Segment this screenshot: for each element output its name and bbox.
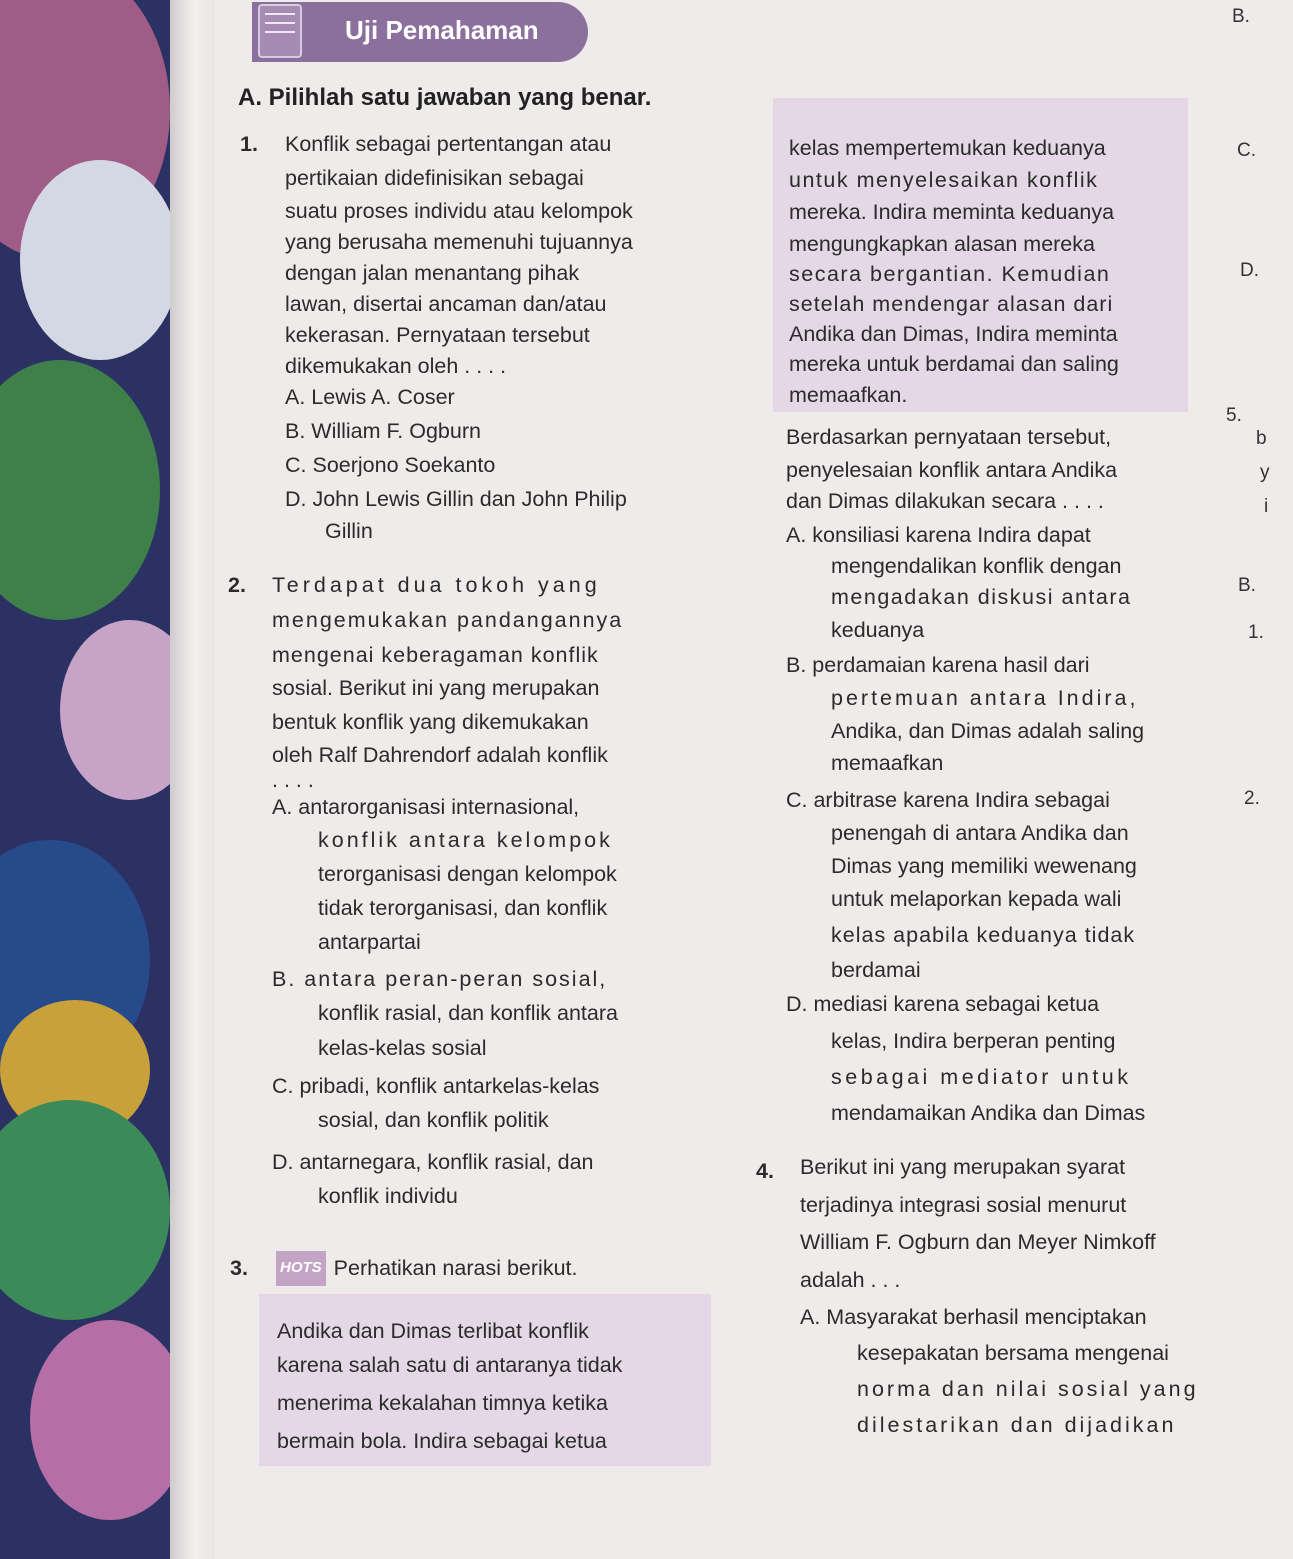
question-number: 1.: [240, 132, 258, 156]
answer-option-cont: mengadakan diskusi antara: [831, 585, 1132, 609]
q3-question: penyelesaian konflik antara Andika: [786, 458, 1118, 482]
answer-option-cont: mendamaikan Andika dan Dimas: [831, 1101, 1146, 1125]
q4-text: William F. Ogburn dan Meyer Nimkoff: [800, 1230, 1156, 1254]
answer-option[interactable]: D. antarnegara, konflik rasial, dan: [272, 1150, 594, 1174]
q2-text: mengemukakan pandangannya: [272, 608, 624, 632]
answer-option[interactable]: C. arbitrase karena Indira sebagai: [786, 788, 1110, 812]
margin-mark: C.: [1237, 140, 1256, 161]
q1-text: yang berusaha memenuhi tujuannya: [285, 230, 633, 254]
q2-text: Terdapat dua tokoh yang: [272, 573, 601, 597]
narasi-text: setelah mendengar alasan dari: [789, 292, 1114, 316]
q2-text: bentuk konflik yang dikemukakan: [272, 710, 589, 734]
answer-option-cont: terorganisasi dengan kelompok: [318, 862, 617, 886]
q1-text: dengan jalan menantang pihak: [285, 261, 580, 285]
margin-mark: y: [1260, 462, 1270, 483]
narasi-text: mereka untuk berdamai dan saling: [789, 352, 1119, 376]
answer-option-cont: berdamai: [831, 958, 921, 982]
hots-badge: HOTS: [276, 1251, 326, 1286]
page-title: Uji Pemahaman: [345, 15, 539, 45]
q3-question: Berdasarkan pernyataan tersebut,: [786, 425, 1112, 449]
narasi-text: bermain bola. Indira sebagai ketua: [277, 1429, 607, 1453]
answer-option[interactable]: A. Masyarakat berhasil menciptakan: [800, 1305, 1147, 1329]
q3-prompt: [276, 1251, 577, 1289]
margin-mark: D.: [1240, 260, 1259, 281]
narasi-text: Andika dan Dimas, Indira meminta: [789, 322, 1118, 346]
answer-option-cont: sebagai mediator untuk: [831, 1065, 1132, 1089]
notebook-icon: [258, 4, 302, 58]
q1-text: lawan, disertai ancaman dan/atau: [285, 292, 607, 316]
q1-text: Konflik sebagai pertentangan atau: [285, 132, 612, 156]
question-number: 3.: [230, 1256, 248, 1280]
q4-text: terjadinya integrasi sosial menurut: [800, 1193, 1127, 1217]
answer-option[interactable]: C. pribadi, konflik antarkelas-kelas: [272, 1074, 600, 1098]
answer-option-cont: norma dan nilai sosial yang: [857, 1377, 1199, 1401]
answer-option-cont: tidak terorganisasi, dan konflik: [318, 896, 608, 920]
answer-option-cont: kelas, Indira berperan penting: [831, 1029, 1116, 1053]
q1-text: kekerasan. Pernyataan tersebut: [285, 323, 590, 347]
answer-option-cont: sosial, dan konflik politik: [318, 1108, 549, 1132]
margin-mark: B.: [1238, 575, 1256, 596]
answer-option[interactable]: B. William F. Ogburn: [285, 419, 481, 443]
answer-option-cont: kesepakatan bersama mengenai: [857, 1341, 1169, 1365]
q2-text: . . . .: [272, 768, 314, 792]
margin-mark: 5.: [1226, 405, 1242, 426]
answer-option-cont: Andika, dan Dimas adalah saling: [831, 719, 1145, 743]
margin-mark: i: [1264, 496, 1269, 517]
margin-mark: 2.: [1244, 788, 1260, 809]
q1-text: dikemukakan oleh . . . .: [285, 354, 507, 378]
q2-text: oleh Ralf Dahrendorf adalah konflik: [272, 743, 608, 767]
answer-option[interactable]: B. perdamaian karena hasil dari: [786, 653, 1090, 677]
answer-option-cont: Dimas yang memiliki wewenang: [831, 854, 1137, 878]
narasi-text: untuk menyelesaikan konflik: [789, 168, 1099, 192]
narasi-text: kelas mempertemukan keduanya: [789, 136, 1106, 160]
narasi-text: mengungkapkan alasan mereka: [789, 232, 1095, 256]
q2-text: mengenai keberagaman konflik: [272, 643, 599, 667]
answer-option-cont: mengendalikan konflik dengan: [831, 554, 1122, 578]
answer-option[interactable]: C. Soerjono Soekanto: [285, 453, 496, 477]
q3-question: dan Dimas dilakukan secara . . . .: [786, 489, 1104, 513]
narasi-text: karena salah satu di antaranya tidak: [277, 1353, 623, 1377]
answer-option-cont: penengah di antara Andika dan: [831, 821, 1129, 845]
q2-text: sosial. Berikut ini yang merupakan: [272, 676, 600, 700]
answer-option-cont: konflik antara kelompok: [318, 828, 613, 852]
answer-option-cont: kelas-kelas sosial: [318, 1036, 487, 1060]
answer-option[interactable]: B. antara peran-peran sosial,: [272, 967, 608, 991]
q3-prompt-text: Perhatikan narasi berikut.: [333, 1256, 578, 1280]
answer-option-cont: kelas apabila keduanya tidak: [831, 923, 1136, 947]
answer-option-cont: antarpartai: [318, 930, 421, 954]
narasi-text: Andika dan Dimas terlibat konflik: [277, 1319, 589, 1343]
answer-option[interactable]: A. antarorganisasi internasional,: [272, 795, 580, 819]
answer-option-cont: konflik individu: [318, 1184, 458, 1208]
answer-option-cont: dilestarikan dan dijadikan: [857, 1413, 1177, 1437]
answer-option[interactable]: D. mediasi karena sebagai ketua: [786, 992, 1100, 1016]
q4-text: adalah . . .: [800, 1268, 901, 1292]
q1-text: pertikaian didefinisikan sebagai: [285, 166, 584, 190]
answer-option-cont: memaafkan: [831, 751, 944, 775]
narasi-text: secara bergantian. Kemudian: [789, 262, 1111, 286]
question-number: 2.: [228, 573, 246, 597]
answer-option[interactable]: D. John Lewis Gillin dan John Philip: [285, 487, 627, 511]
q4-text: Berikut ini yang merupakan syarat: [800, 1155, 1126, 1179]
margin-mark: b: [1256, 428, 1267, 449]
answer-option-cont: konflik rasial, dan konflik antara: [318, 1001, 618, 1025]
q1-text: suatu proses individu atau kelompok: [285, 199, 633, 223]
narasi-text: memaafkan.: [789, 383, 908, 407]
narasi-text: mereka. Indira meminta keduanya: [789, 200, 1115, 224]
answer-option[interactable]: A. Lewis A. Coser: [285, 385, 455, 409]
answer-option-cont: Gillin: [325, 519, 373, 543]
answer-option-cont: keduanya: [831, 618, 925, 642]
section-title: A. Pilihlah satu jawaban yang benar.: [238, 84, 652, 111]
answer-option-cont: pertemuan antara Indira,: [831, 686, 1139, 710]
question-number: 4.: [756, 1159, 774, 1183]
answer-option[interactable]: A. konsiliasi karena Indira dapat: [786, 523, 1091, 547]
margin-mark: 1.: [1248, 622, 1264, 643]
narasi-text: menerima kekalahan timnya ketika: [277, 1391, 609, 1415]
margin-mark: B.: [1232, 6, 1250, 27]
answer-option-cont: untuk melaporkan kepada wali: [831, 887, 1122, 911]
